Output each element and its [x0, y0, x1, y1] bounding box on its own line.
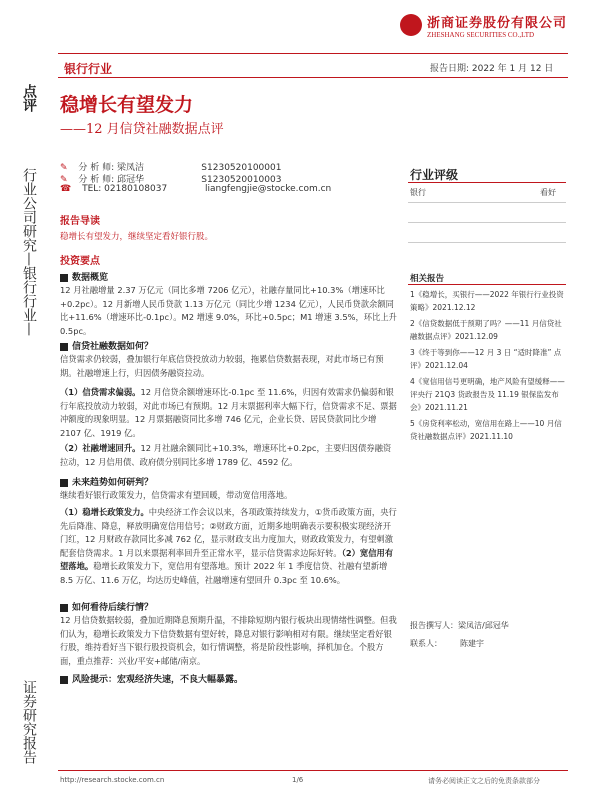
related-item[interactable]: 5《房贷利率松动，宽信用在路上——10 月信贷社融数据点评》2021.11.10 — [410, 419, 562, 441]
sub-title: ——12 月信贷社融数据点评 — [60, 122, 224, 137]
related-item[interactable]: 3《终于等到你——12 月 3 日 “适时降准” 点评》2021.12.04 — [410, 348, 562, 370]
policy-paragraph — [60, 506, 398, 587]
authors-label: 报告撰写人： — [410, 621, 458, 630]
rating-divider — [408, 242, 566, 243]
rating-sector: 银行 — [410, 188, 426, 197]
main-title: 稳增长有望发力 — [60, 94, 194, 116]
section-title: 如何看待后续行情？ — [72, 603, 154, 613]
square-bullet-icon — [60, 274, 68, 282]
risk-warning — [60, 672, 243, 685]
side-label-category: 行业公司研究—银行行业— — [21, 168, 37, 336]
pen-icon: ✎ — [60, 163, 68, 173]
analyst-name: 分 析 师: 邱冠华 — [78, 175, 145, 185]
contact-email[interactable]: liangfengjie@stocke.com.cn — [204, 184, 332, 194]
phone-icon: ☎ — [60, 184, 72, 194]
section-title: 未来趋势如何研判？ — [72, 478, 154, 488]
paragraph-lead: （2）社融增速回升。 — [60, 443, 141, 453]
contact-tel: TEL: 02180108037 — [82, 184, 168, 194]
footer-disclaimer: 请务必阅读正文之后的免责条款部分 — [428, 777, 540, 785]
contact-person — [410, 638, 484, 649]
report-date: 报告日期: 2022 年 1 月 12 日 — [430, 64, 554, 74]
related-rule — [408, 284, 566, 285]
analyst-name: 分 析 师: 梁凤洁 — [78, 163, 145, 173]
header-rule — [58, 53, 568, 54]
rating-divider — [408, 202, 566, 203]
square-bullet-icon — [60, 676, 68, 684]
company-name-cn: 浙商证券股份有限公司 — [427, 16, 568, 31]
section-credit-data — [60, 339, 153, 352]
rating-rule — [408, 182, 566, 183]
section-title: 数据概览 — [72, 273, 109, 283]
section-data-overview-text: 12 月社融增量 2.37 万亿元（同比多增 7206 亿元），社融存量同比+10.3%（增速环比+0.2pc）。12 月新增人民币贷款 1.13 万亿元（同比少增 1234 亿元），人民币贷款余额同比+11.6%（增速环比-0.1pc）。M2 增速 9.0%，环比+0.5pc；M1 增速 3.5%，环比上升 0.5pc。 — [60, 285, 397, 336]
section-future-trend — [60, 475, 153, 488]
social-financing-paragraph — [60, 442, 398, 469]
company-logo-icon — [400, 14, 422, 36]
section-market-outlook — [60, 600, 153, 613]
paragraph-body: 中央经济工作会议以来，各项政策持续发力，①货币政策方面，央行先后降准、降息，释放明确宽信用信号；②财政方面，近期多地明确表示要积极实现经济开门红，12 月财政存款同比多减 762 亿，显示财政支出力度加大，财政政策发力，有望刺激配套信贷需求。1 月以来票据利率回升至正常水平，显示信贷需求边际好转。 — [60, 507, 397, 558]
side-label-type: 点评 — [21, 84, 37, 112]
contact-label: 联系人： — [410, 639, 442, 648]
paragraph-lead: （1）信贷需求偏弱。 — [60, 387, 141, 397]
related-item[interactable]: 2《信贷数据低于预期了吗？——11 月信贷社融数据点评》2021.12.09 — [410, 319, 562, 341]
paragraph-lead: （1）稳增长政策发力。 — [60, 507, 149, 517]
rating-title: 行业评级 — [410, 168, 459, 182]
report-authors — [410, 620, 509, 631]
points-heading: 投资要点 — [60, 256, 100, 267]
footer-page-number: 1/6 — [292, 776, 304, 784]
paragraph-body: 稳增长政策发力下，宽信用有望落地。预计 2022 年 1 季度信贷、社融有望新增 8.5 万亿、11.6 万亿，均达历史峰值，社融增速有望回升 0.3pc 至 10.6%。 — [60, 561, 388, 585]
section-data-overview — [60, 270, 108, 283]
section-credit-data-text: 信贷需求仍较弱，叠加银行年底信贷投放动力较弱，拖累信贷数据表现，对此市场已有预期。社融增速上行，归因债务融资拉动。 — [60, 354, 384, 378]
authors-names: 梁凤洁/邱冠华 — [458, 621, 509, 630]
related-list — [410, 288, 568, 446]
industry-label: 银行行业 — [64, 62, 113, 76]
section-title: 信贷社融数据如何？ — [72, 342, 154, 352]
analyst-id: S1230520010003 — [201, 175, 282, 185]
header-subrule — [58, 77, 568, 78]
square-bullet-icon — [60, 604, 68, 612]
related-item[interactable]: 1《稳增长，买银行——2022 年银行行业投资策略》2021.12.12 — [410, 290, 564, 312]
guide-heading: 报告导读 — [60, 216, 100, 227]
related-title: 相关报告 — [410, 274, 445, 284]
side-label-bottom: 证券研究报告 — [21, 680, 37, 764]
contact-name: 陈建宇 — [460, 639, 484, 648]
credit-demand-paragraph — [60, 386, 398, 440]
section-future-trend-text: 继续看好银行政策发力，信贷需求有望回暖，带动宽信用落地。 — [60, 490, 293, 500]
risk-text: 风险提示：宏观经济失速，不良大幅暴露。 — [72, 675, 244, 685]
section-market-outlook-text: 12 月信贷数据较弱，叠加近期降息预期升温，不排除短期内银行板块出现情绪性调整。但我们认为，稳增长政策发力下信贷数据有望好转，降息对银行影响相对有限。继续坚定看好银行股，维持看好当下银行股投资机会，如行情调整，将是阶段性影响，择机加仓。个股方面，重点推荐：兴业/平安+邮储/南京。 — [60, 615, 397, 666]
paragraph-lead: （2）宽信用有望落地。 — [60, 547, 394, 571]
square-bullet-icon — [60, 479, 68, 487]
paragraph-body: 12 月社融余额同比+10.3%，增速环比+0.2pc，主要归因债券融资拉动，12 月信用债、政府债分别同比多增 1789 亿、4592 亿。 — [60, 443, 392, 467]
paragraph-body: 12 月信贷余额增速环比-0.1pc 至 11.6%，归因有效需求仍偏弱和银行年底投放动力较弱，对此市场已有预期。12 月末票据利率大幅下行，信贷需求不足、票据冲额度的现象明显。12 月票据融资同比多增 746 亿元，企业长贷、居民贷款同比少增 2107 亿、1919 亿。 — [60, 387, 397, 438]
footer-url[interactable]: http://research.stocke.com.cn — [60, 776, 165, 784]
rating-value: 看好 — [540, 188, 556, 197]
guide-text: 稳增长有望发力，继续坚定看好银行股。 — [60, 232, 214, 242]
related-item[interactable]: 4《宽信用信号更明确，地产风险有望缓释——评央行 21Q3 货政报告及 11.19 银保监发布会》2021.11.21 — [410, 377, 565, 412]
company-name-en: ZHESHANG SECURITIES CO.,LTD — [427, 31, 535, 39]
pen-icon: ✎ — [60, 175, 68, 185]
rating-divider — [408, 222, 566, 223]
footer-rule — [58, 770, 568, 771]
square-bullet-icon — [60, 343, 68, 351]
analyst-id: S1230520100001 — [201, 163, 282, 173]
contact-row — [60, 184, 331, 194]
